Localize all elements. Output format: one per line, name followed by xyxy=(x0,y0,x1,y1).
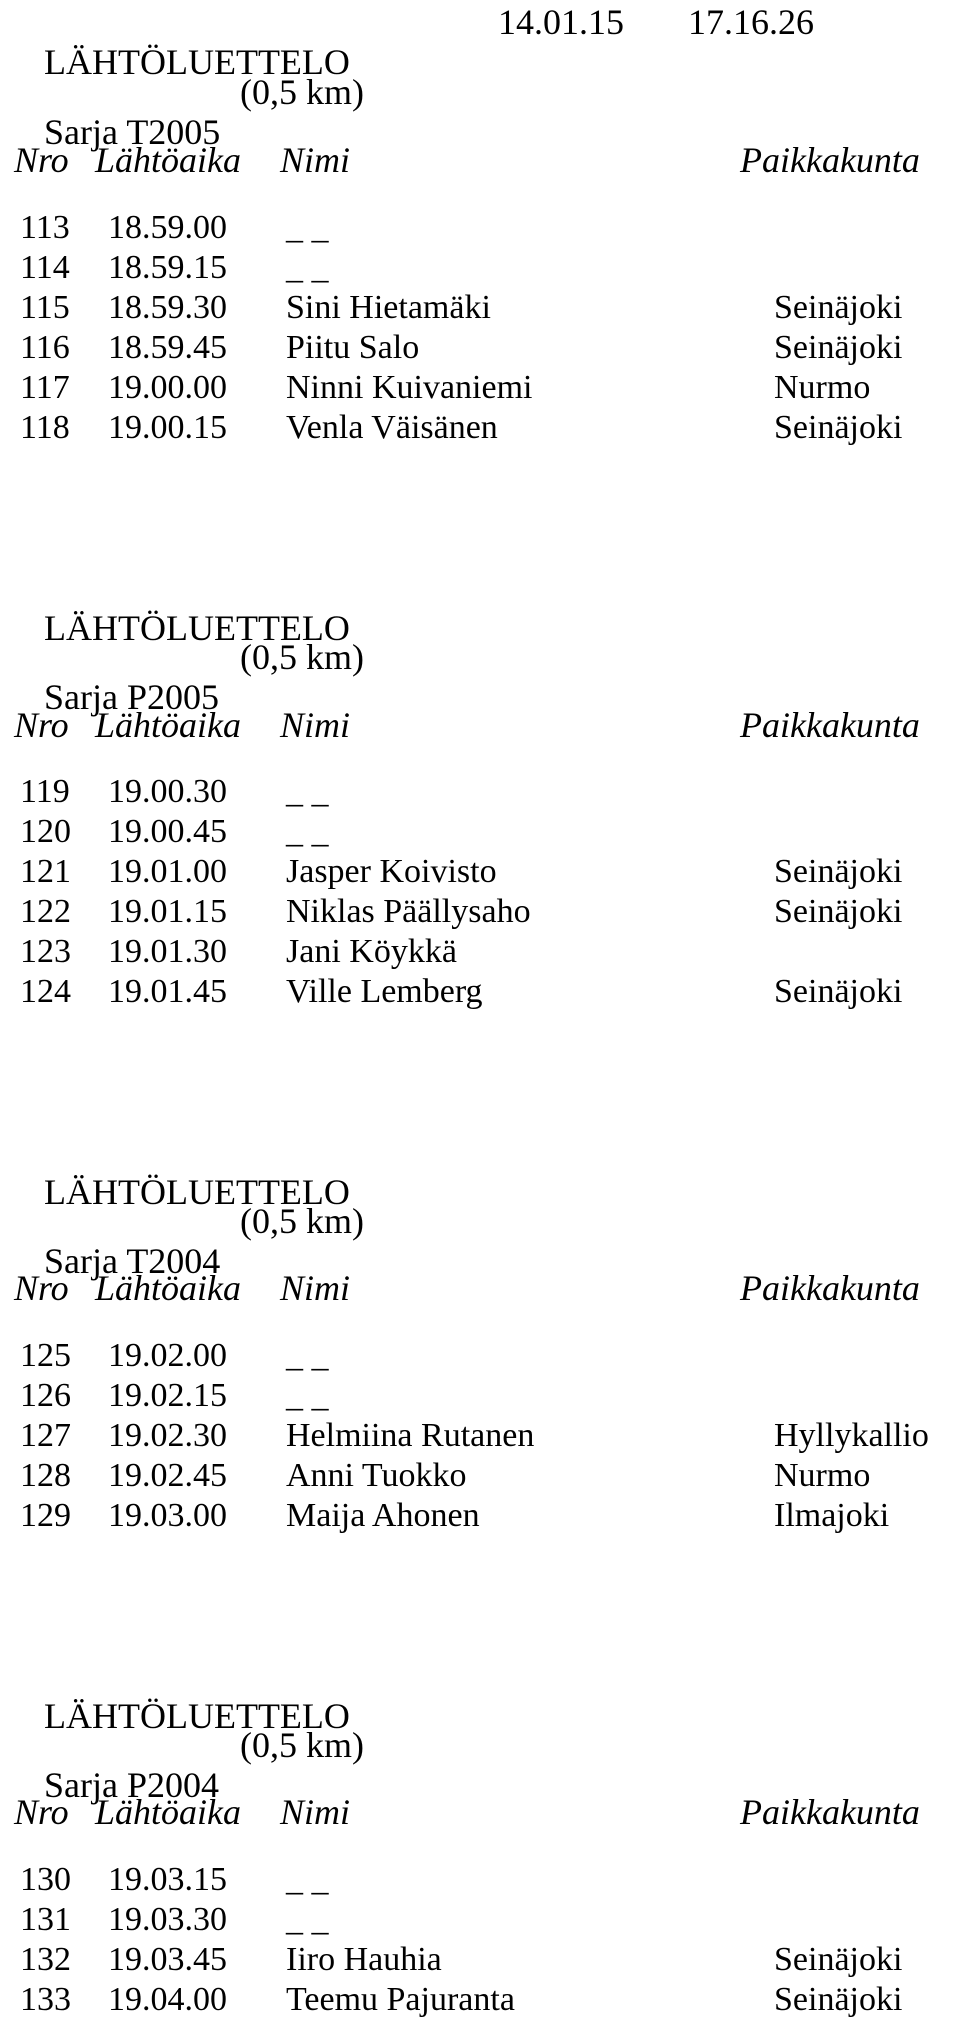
table-row xyxy=(0,248,960,288)
cell-nro: 115 xyxy=(20,289,70,326)
cell-place: Nurmo xyxy=(774,1457,871,1494)
cell-name: Piitu Salo xyxy=(286,329,420,366)
cell-name: _ _ xyxy=(286,1901,329,1938)
cell-place: Seinäjoki xyxy=(774,853,903,890)
cell-name: Ville Lemberg xyxy=(286,973,483,1010)
cell-time: 19.02.30 xyxy=(108,1417,227,1454)
cell-place: Hyllykallio xyxy=(774,1417,929,1454)
cell-name: _ _ xyxy=(286,1861,329,1898)
table-row xyxy=(0,408,960,448)
col-header-place: Paikkakunta xyxy=(740,705,920,745)
cell-time: 19.00.45 xyxy=(108,813,227,850)
cell-name: _ _ xyxy=(286,1377,329,1414)
table-row xyxy=(0,1980,960,2020)
cell-name: _ _ xyxy=(286,773,329,810)
table-row xyxy=(0,852,960,892)
cell-name: Ninni Kuivaniemi xyxy=(286,369,533,406)
table-row xyxy=(0,368,960,408)
cell-time: 19.01.00 xyxy=(108,853,227,890)
col-header-time: Lähtöaika xyxy=(95,705,242,745)
col-header-name: Nimi xyxy=(280,705,351,745)
cell-time: 19.03.30 xyxy=(108,1901,227,1938)
table-row xyxy=(0,1416,960,1456)
cell-time: 19.01.15 xyxy=(108,893,227,930)
col-header-place: Paikkakunta xyxy=(740,140,920,180)
col-header-time: Lähtöaika xyxy=(95,1268,242,1308)
cell-place: Seinäjoki xyxy=(774,329,903,366)
cell-nro: 114 xyxy=(20,249,70,286)
table-row xyxy=(0,288,960,328)
cell-nro: 133 xyxy=(20,1981,71,2018)
cell-place: Seinäjoki xyxy=(774,973,903,1010)
cell-place: Nurmo xyxy=(774,369,871,406)
cell-nro: 122 xyxy=(20,893,71,930)
cell-time: 19.00.15 xyxy=(108,409,227,446)
col-header-name: Nimi xyxy=(280,1792,351,1832)
col-header-time: Lähtöaika xyxy=(95,140,242,180)
cell-nro: 132 xyxy=(20,1941,71,1978)
cell-time: 19.03.15 xyxy=(108,1861,227,1898)
cell-place: Seinäjoki xyxy=(774,409,903,446)
table-row xyxy=(0,1940,960,1980)
cell-time: 19.00.00 xyxy=(108,369,227,406)
cell-nro: 116 xyxy=(20,329,70,366)
table-row xyxy=(0,812,960,852)
cell-nro: 121 xyxy=(20,853,71,890)
cell-nro: 126 xyxy=(20,1377,71,1414)
cell-place: Seinäjoki xyxy=(774,893,903,930)
cell-name: Jasper Koivisto xyxy=(286,853,497,890)
col-header-name: Nimi xyxy=(280,1268,351,1308)
cell-nro: 125 xyxy=(20,1337,71,1374)
cell-time: 18.59.30 xyxy=(108,289,227,326)
table-row xyxy=(0,972,960,1012)
table-row xyxy=(0,1496,960,1536)
series-distance: (0,5 km) xyxy=(240,72,364,112)
document-date: 14.01.15 xyxy=(498,2,624,42)
cell-place: Seinäjoki xyxy=(774,1941,903,1978)
cell-nro: 127 xyxy=(20,1417,71,1454)
col-header-place: Paikkakunta xyxy=(740,1792,920,1832)
col-header-nro: Nro xyxy=(14,1792,69,1832)
cell-nro: 113 xyxy=(20,209,70,246)
cell-nro: 130 xyxy=(20,1861,71,1898)
column-header-row xyxy=(0,1792,960,1832)
section-title-text: LÄHTÖLUETTELO xyxy=(44,1696,350,1736)
cell-time: 19.01.30 xyxy=(108,933,227,970)
table-row xyxy=(0,208,960,248)
cell-name: _ _ xyxy=(286,249,329,286)
cell-time: 19.02.15 xyxy=(108,1377,227,1414)
cell-time: 19.03.00 xyxy=(108,1497,227,1534)
column-header-row xyxy=(0,705,960,745)
cell-name: _ _ xyxy=(286,1337,329,1374)
section-title-text: LÄHTÖLUETTELO xyxy=(44,1172,350,1212)
series-distance: (0,5 km) xyxy=(240,1725,364,1765)
series-name: Sarja P2005 xyxy=(44,677,219,717)
cell-nro: 129 xyxy=(20,1497,71,1534)
col-header-time: Lähtöaika xyxy=(95,1792,242,1832)
section-title-text: LÄHTÖLUETTELO xyxy=(44,608,350,648)
table-row xyxy=(0,1900,960,1940)
document-time: 17.16.26 xyxy=(688,2,814,42)
cell-time: 19.02.45 xyxy=(108,1457,227,1494)
cell-nro: 131 xyxy=(20,1901,71,1938)
cell-nro: 118 xyxy=(20,409,70,446)
col-header-place: Paikkakunta xyxy=(740,1268,920,1308)
col-header-nro: Nro xyxy=(14,1268,69,1308)
cell-name: Maija Ahonen xyxy=(286,1497,480,1534)
table-row xyxy=(0,892,960,932)
cell-name: Sini Hietamäki xyxy=(286,289,491,326)
cell-time: 19.01.45 xyxy=(108,973,227,1010)
cell-nro: 123 xyxy=(20,933,71,970)
table-row xyxy=(0,1456,960,1496)
cell-place: Seinäjoki xyxy=(774,289,903,326)
cell-name: Niklas Päällysaho xyxy=(286,893,531,930)
cell-nro: 120 xyxy=(20,813,71,850)
cell-time: 18.59.15 xyxy=(108,249,227,286)
document-title: LÄHTÖLUETTELO xyxy=(44,42,350,82)
column-header-row xyxy=(0,1268,960,1308)
series-name: Sarja T2004 xyxy=(44,1241,221,1281)
col-header-nro: Nro xyxy=(14,705,69,745)
series-distance: (0,5 km) xyxy=(240,637,364,677)
cell-name: Helmiina Rutanen xyxy=(286,1417,535,1454)
col-header-nro: Nro xyxy=(14,140,69,180)
cell-name: Jani Köykkä xyxy=(286,933,457,970)
series-distance: (0,5 km) xyxy=(240,1201,364,1241)
table-row xyxy=(0,932,960,972)
table-row xyxy=(0,772,960,812)
cell-nro: 128 xyxy=(20,1457,71,1494)
cell-place: Seinäjoki xyxy=(774,1981,903,2018)
table-row xyxy=(0,1860,960,1900)
cell-time: 19.00.30 xyxy=(108,773,227,810)
column-header-row xyxy=(0,140,960,180)
cell-name: Iiro Hauhia xyxy=(286,1941,442,1978)
cell-time: 18.59.45 xyxy=(108,329,227,366)
cell-name: _ _ xyxy=(286,813,329,850)
cell-time: 19.04.00 xyxy=(108,1981,227,2018)
series-name: Sarja P2004 xyxy=(44,1765,219,1805)
table-row xyxy=(0,1376,960,1416)
series-name: Sarja T2005 xyxy=(44,112,221,152)
table-row xyxy=(0,1336,960,1376)
cell-nro: 119 xyxy=(20,773,70,810)
cell-time: 19.02.00 xyxy=(108,1337,227,1374)
col-header-name: Nimi xyxy=(280,140,351,180)
cell-name: Venla Väisänen xyxy=(286,409,498,446)
cell-place: Ilmajoki xyxy=(774,1497,890,1534)
cell-nro: 117 xyxy=(20,369,70,406)
cell-time: 19.03.45 xyxy=(108,1941,227,1978)
cell-time: 18.59.00 xyxy=(108,209,227,246)
cell-name: Teemu Pajuranta xyxy=(286,1981,515,2018)
cell-nro: 124 xyxy=(20,973,71,1010)
table-row xyxy=(0,328,960,368)
cell-name: _ _ xyxy=(286,209,329,246)
cell-name: Anni Tuokko xyxy=(286,1457,467,1494)
